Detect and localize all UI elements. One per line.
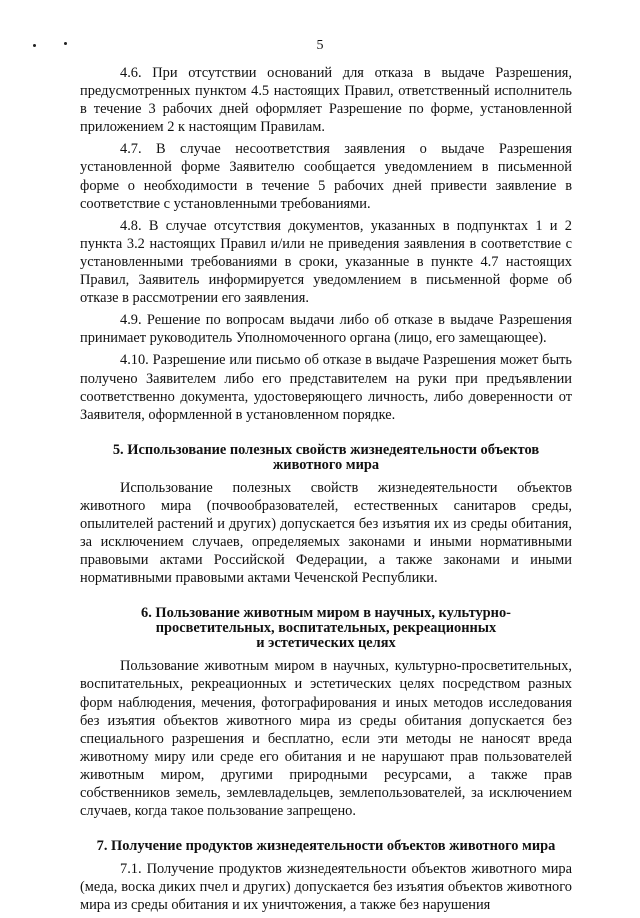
paragraph-5: Использование полезных свойств жизнедеятельности объектов животного мира (почвообразователей, естественных санитаров среды, опылителей растений и других) допускается без изъятия их из среды обитания, за исключением случаев, определяемых законами и иными нормативными правовыми актами Российской Федерации, а также законами и иными нормативными правовыми актами Чеченской Республики. [80, 479, 572, 587]
heading-line: просветительных, воспитательных, рекреационных [155, 620, 497, 637]
paragraph-4-10: 4.10. Разрешение или письмо об отказе в выдаче Разрешения может быть получено Заявителем либо его представителем на руки при предъявлении соответственно документа, удостоверяющего личность, либо доверенности от Заявителя, оформленной в установленном порядке. [80, 352, 572, 423]
paragraph-6: Пользование животным миром в научных, культурно-просветительных, воспитательных, рекреационных и эстетических целях посредством разных форм наблюдения, мечения, фотографирования и иных методов исследования без изъятия объектов животного мира из среды обитания допускается без специального разрешения и бесплатно, если эти методы не наносят вреда животному миру или среде его обитания и не нарушают прав пользователей животным миром, другими природными ресурсами, а также прав собственников земель, землевладельцев, землепользователей, за исключением случаев, когда такое пользование запрещено. [80, 658, 572, 820]
heading-line: животного мира [272, 456, 380, 473]
heading-line: 5. Использование полезных свойств жизнедеятельности объектов [112, 441, 540, 458]
heading-line: и эстетических целях [256, 635, 396, 652]
paragraph-4-7: 4.7. В случае несоответствия заявления о выдаче Разрешения установленной форме Заявителю сообщается уведомлением в письменной форме о необходимости в течение 5 рабочих дней привести заявление в соответствие с установленными требованиями. [80, 141, 572, 212]
paragraph-4-9: 4.9. Решение по вопросам выдачи либо об отказе в выдаче Разрешения принимает руководитель Уполномоченного органа (лицо, его замещающее). [80, 312, 572, 347]
heading-line: 6. Пользование животным миром в научных, культурно- [141, 605, 511, 622]
page-number: 5 [316, 38, 324, 53]
section-6-heading [80, 606, 572, 651]
section-5-heading [80, 443, 572, 473]
paragraph-4-6: 4.6. При отсутствии оснований для отказа в выдаче Разрешения, предусмотренных пунктом 4.5 настоящих Правил, ответственный исполнитель в течение 3 рабочих дней оформляет Разрешение по форме, установленной приложением 2 к настоящим Правилам. [80, 65, 572, 136]
paragraph-4-8: 4.8. В случае отсутствия документов, указанных в подпунктах 1 и 2 пункта 3.2 настоящих Правил и/или не приведения заявления в соответствие с установленными требованиями в сроки, указанные в пункте 4.7 настоящих Правил, Заявитель информируется уведомлением в письменной форме об отказе в рассмотрении его заявления. [80, 217, 572, 307]
section-7-heading [80, 839, 572, 854]
document-body [80, 64, 572, 918]
paragraph-7-1: 7.1. Получение продуктов жизнедеятельности объектов животного мира (меда, воска диких пчел и других) допускается без изъятия объектов животного мира из среды обитания и их уничтожения, а также без нарушения [80, 861, 572, 914]
heading-line: 7. Получение продуктов жизнедеятельности объектов животного мира [96, 838, 556, 855]
